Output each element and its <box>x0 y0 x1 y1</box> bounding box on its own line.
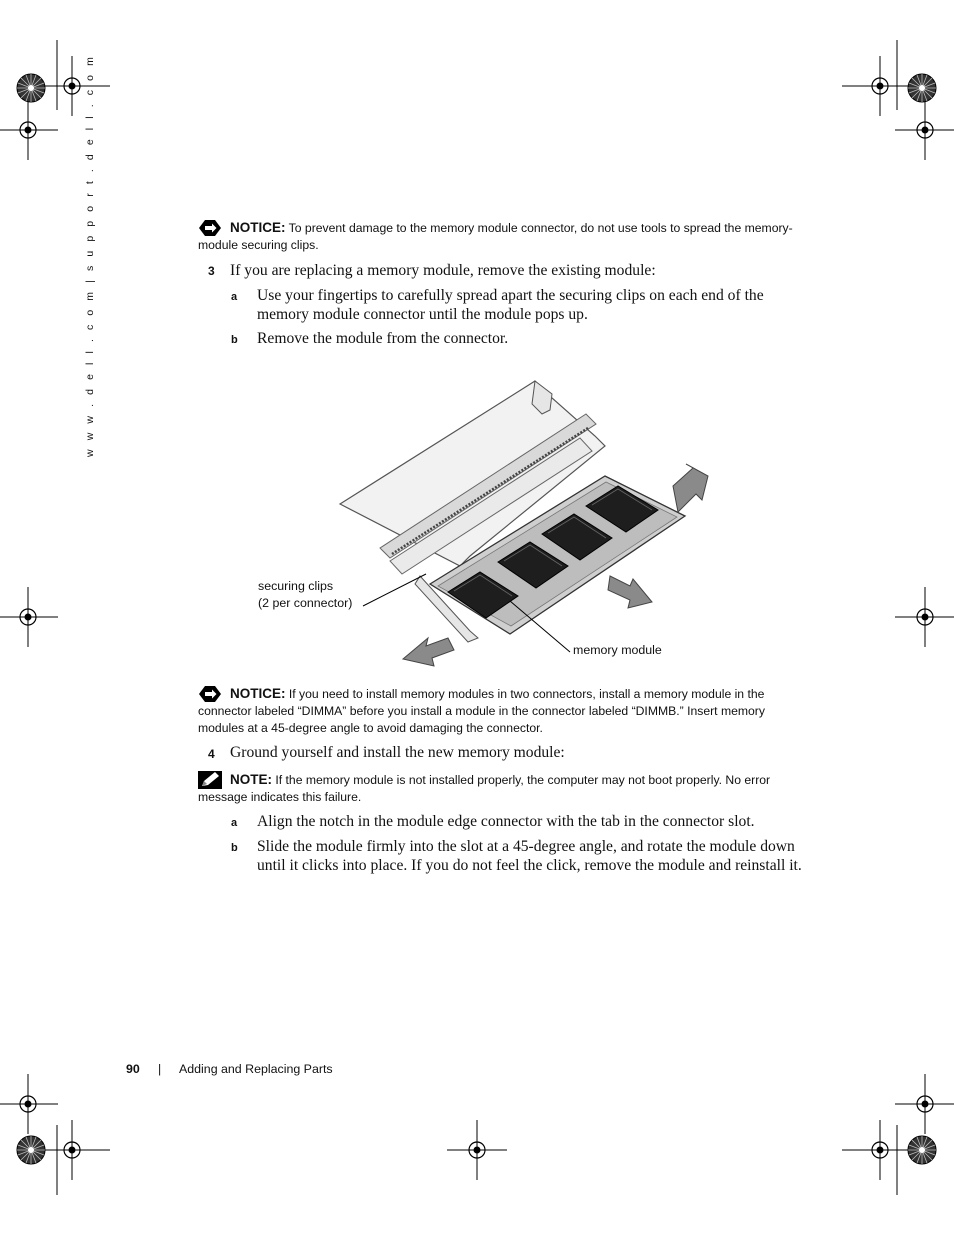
substep-text: Use your fingertips to carefully spread apart the securing clips on each end of the memory module connector until the module pops up. <box>257 287 764 323</box>
notice-1 <box>198 219 818 254</box>
step-number: 3 <box>208 264 215 278</box>
notice-text: If you need to install memory modules in two connectors, install a memory module in the connector labeled “DIMMA” before you install a module in the connector labeled “DIMMB.” Insert memory modules at a 45-degree angle to avoid damaging the connector. <box>198 687 765 735</box>
step-number: 4 <box>208 747 215 761</box>
substep-letter: a <box>231 817 238 829</box>
substep-text: Remove the module from the connector. <box>257 330 509 347</box>
footer-separator: | <box>158 1062 162 1076</box>
substep-letter: b <box>231 334 238 346</box>
memory-module-illustration <box>330 376 720 671</box>
notice-2 <box>198 685 798 737</box>
footer-section-title: Adding and Replacing Parts <box>179 1062 333 1076</box>
substep-letter: b <box>231 842 238 854</box>
step-text: If you are replacing a memory module, remove the existing module: <box>230 262 656 279</box>
substep-text: Align the notch in the module edge connector with the tab in the connector slot. <box>257 813 755 830</box>
note-text: If the memory module is not installed properly, the computer may not boot properly. No error message indicates this failure. <box>198 773 771 804</box>
notice-icon <box>198 219 222 237</box>
note-pencil-icon <box>198 771 222 789</box>
callout-per-connector: (2 per connector) <box>258 596 353 610</box>
substep-text: Slide the module firmly into the slot at a 45-degree angle, and rotate the module down until it clicks into place. If you do not feel the click, remove the module and reinstall it. <box>257 838 802 874</box>
substep-letter: a <box>231 291 238 303</box>
callout-securing-clips: securing clips <box>258 579 334 593</box>
callout-memory-module: memory module <box>573 643 662 657</box>
note <box>198 771 798 806</box>
notice-label: NOTICE: <box>230 220 286 235</box>
notice-label: NOTICE: <box>230 686 286 701</box>
side-url: w w w . d e l l . c o m | s u p p o r t . d e l l . c o m <box>84 54 96 457</box>
notice-icon <box>198 685 222 703</box>
step-text: Ground yourself and install the new memory module: <box>230 744 565 761</box>
note-label: NOTE: <box>230 772 272 787</box>
page-number: 90 <box>126 1062 140 1076</box>
notice-text: To prevent damage to the memory module connector, do not use tools to spread the memory-module securing clips. <box>198 221 793 252</box>
